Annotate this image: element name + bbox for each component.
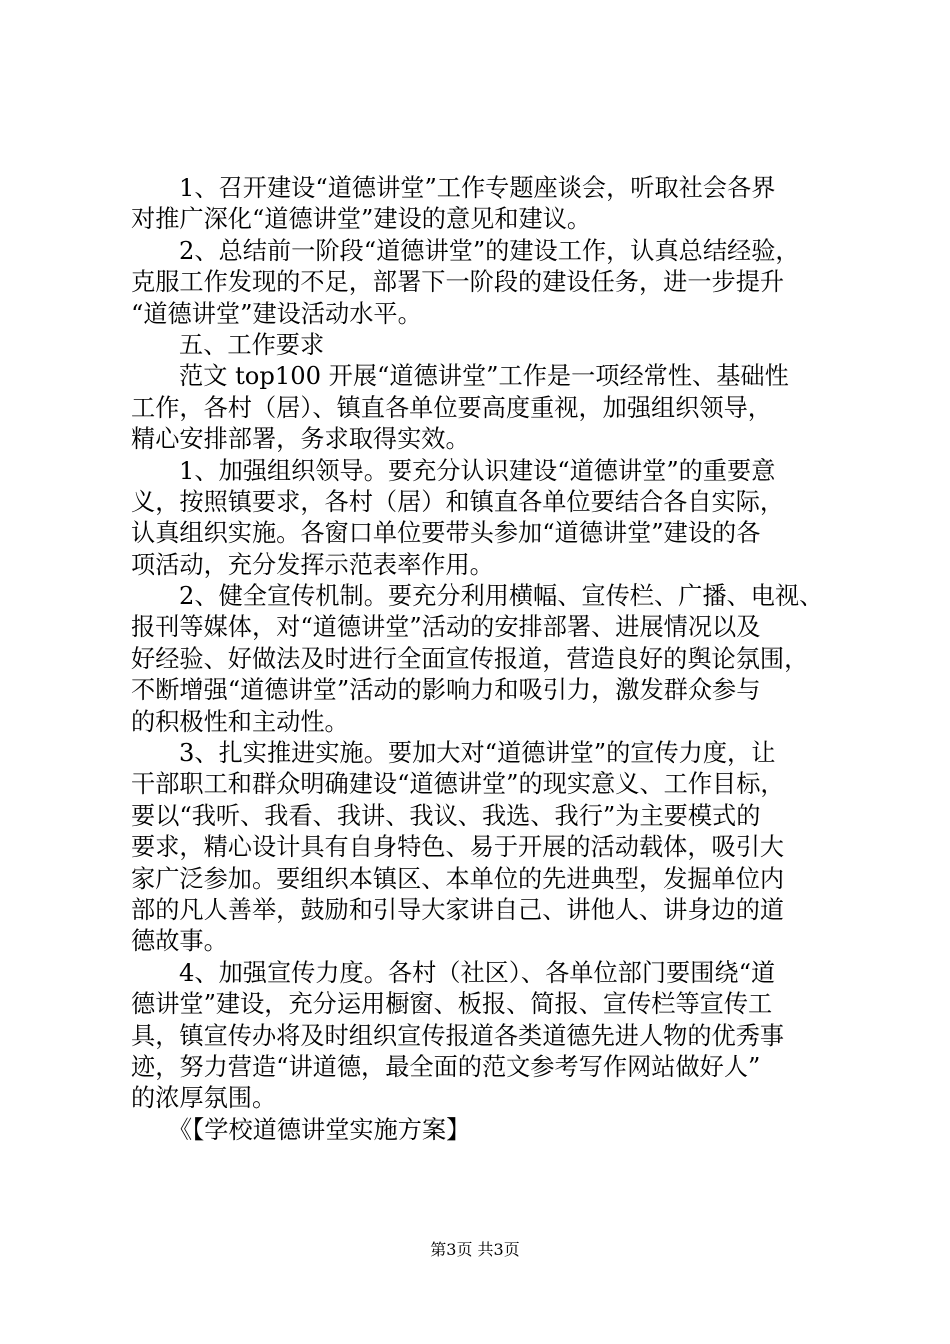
- text-line: 要求，精心设计具有自身特色、易于开展的活动载体，吸引大: [131, 833, 785, 862]
- text-line: 德讲堂”建设，充分运用橱窗、板报、简报、宣传栏等宣传工: [131, 990, 773, 1019]
- text-line: 不断增强“道德讲堂”活动的影响力和吸引力，激发群众参与: [131, 676, 761, 705]
- text-line: 好经验、好做法及时进行全面宣传报道，营造良好的舆论氛围，: [131, 644, 809, 673]
- text-line: 1、召开建设“道德讲堂”工作专题座谈会，听取社会各界: [179, 174, 776, 202]
- text-line: 范文 top100 开展“道德讲堂”工作是一项经常性、基础性: [179, 362, 789, 391]
- text-line: 工作，各村（居）、镇直各单位要高度重视，加强组织领导，: [131, 393, 772, 422]
- text-line: 的积极性和主动性。: [131, 707, 349, 736]
- text-line: 德故事。: [131, 927, 228, 956]
- text-line: 的浓厚氛围。: [131, 1084, 277, 1113]
- text-line: “道德讲堂”建设活动水平。: [131, 299, 422, 328]
- text-line: 对推广深化“道德讲堂”建设的意见和建议。: [131, 205, 592, 234]
- text-line: 1、加强组织领导。要充分认识建设“道德讲堂”的重要意: [179, 456, 776, 485]
- text-line: 4、加强宣传力度。各村（社区）、各单位部门要围绕“道: [179, 958, 776, 987]
- text-line: 项活动，充分发挥示范表率作用。: [131, 550, 494, 579]
- text-line: 《【学校道德讲堂实施方案】: [168, 1115, 471, 1144]
- text-line: 具，镇宣传办将及时组织宣传报道各类道德先进人物的优秀事: [131, 1021, 785, 1050]
- document-body: [0, 173, 950, 1146]
- text-line: 报刊等媒体，对“道德讲堂”活动的安排部署、进展情况以及: [131, 613, 761, 642]
- text-line: 2、总结前一阶段“道德讲堂”的建设工作，认真总结经验，: [179, 236, 800, 265]
- text-line: 五、工作要求: [179, 330, 325, 359]
- text-line: 3、扎实推进实施。要加大对“道德讲堂”的宣传力度，让: [179, 739, 776, 768]
- text-line: 干部职工和群众明确建设“道德讲堂”的现实意义、工作目标，: [131, 770, 785, 799]
- page-footer: 第3页 共3页: [430, 1240, 520, 1259]
- text-line: 部的凡人善举，鼓励和引导大家讲自己、讲他人、讲身边的道: [131, 895, 785, 924]
- text-line: 克服工作发现的不足，部署下一阶段的建设任务，进一步提升: [131, 268, 785, 297]
- text-line: 要以“我听、我看、我讲、我议、我选、我行”为主要模式的: [131, 801, 761, 830]
- text-line: 义，按照镇要求，各村（居）和镇直各单位要结合各自实际，: [131, 487, 785, 516]
- text-line: 认真组织实施。各窗口单位要带头参加“道德讲堂”建设的各: [131, 519, 761, 548]
- text-line: 迹，努力营造“讲道德，最全面的范文参考写作网站做好人”: [131, 1052, 761, 1081]
- text-line: 家广泛参加。要组织本镇区、本单位的先进典型，发掘单位内: [131, 864, 785, 893]
- text-line: 2、健全宣传机制。要充分利用横幅、宣传栏、广播、电视、: [179, 582, 824, 611]
- text-line: 精心安排部署，务求取得实效。: [131, 425, 470, 454]
